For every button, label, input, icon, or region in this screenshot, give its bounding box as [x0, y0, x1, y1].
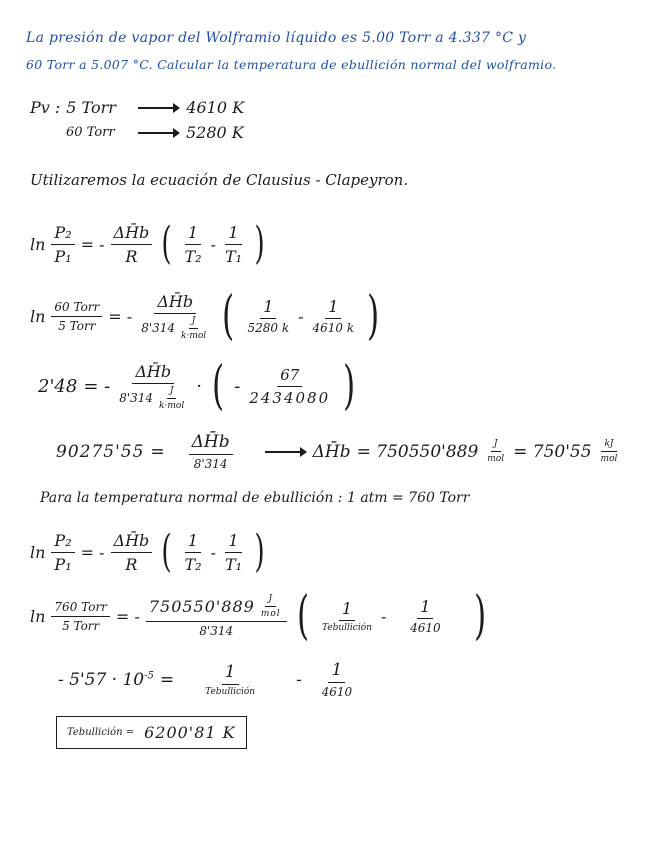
temperature-1: 4610 K: [186, 98, 245, 117]
problem-line-2: 60 Torr a 5.007 °C. Calcular la temperatura de ebullición normal del wolframio.: [26, 57, 557, 72]
equation-enthalpy-result: 90275'55 = $\frac{\Delta H̄b}{8'314}$ ΔH̄b = 750550'889 $\frac{J}{\text{mol}}$ = 750'55 $\frac{kJ}{\text{mol}}$: [56, 432, 618, 471]
equation-substituted: ln $\frac{\text{60 Torr}}{\text{5 Torr}}$ = - ΔH̄b 8'314 $\frac{J}{\text{k·mol}}$ ( $\frac{1}{5280 k}$ - $\frac{1}{4610 k}$ ): [30, 286, 380, 346]
pressure-2: 60 Torr: [66, 125, 115, 140]
equation-clausius-general: ln $\frac{\text{P₂}}{\text{P₁}}$ = - $\frac{\Delta H̄b}{R}$ ( $\frac{1}{\text{T₂}}$ - $\frac{1}{\text{T₁}}$ ): [30, 218, 265, 269]
normal-boiling-text: Para la temperatura normal de ebullición : 1 atm = 760 Torr: [40, 490, 470, 506]
answer-label: Tebullición =: [67, 727, 135, 738]
data-row-2: [66, 123, 250, 142]
method-text: Utilizaremos la ecuación de Clausius - Clapeyron.: [30, 171, 409, 189]
ln-symbol: ln: [30, 234, 46, 254]
answer-box: [56, 716, 247, 749]
problem-line-1: La presión de vapor del Wolframio líquido es 5.00 Torr a 4.337 °C y: [26, 30, 527, 46]
temperature-2: 5280 K: [186, 123, 244, 142]
answer-value: 6200'81 K: [144, 723, 236, 742]
pressure-ratio: $\frac{\text{P₂}}{\text{P₁}}$: [51, 223, 74, 266]
pv-label: Pv :: [30, 98, 61, 117]
equation-solve-t: - $5'57 \cdot 10^{-5}$ = $\frac{1}{\text{Tebullición}}$ - $\frac{1}{4610}$: [58, 660, 353, 699]
enthalpy-over-r: $\frac{\Delta H̄b}{R}$: [111, 223, 153, 266]
arrow-icon: [138, 107, 178, 109]
pressure-1: 5 Torr: [66, 98, 116, 117]
data-row-1: [30, 98, 250, 117]
arrow-icon: [138, 132, 178, 134]
arrow-icon: [265, 451, 305, 453]
equation-substituted-2: ln $\frac{\text{760 Torr}}{\text{5 Torr}}$ = - 750550'889 $\frac{J}{\text{mol}}$ 8'314 ( $\frac{1}{\text{Tebullición}}$ - $\frac{1}{4610}$ ): [30, 586, 487, 646]
equation-numeric: 2'48 = - ΔH̄b 8'314 $\frac{J}{\text{k·mol}}$ · ( - $\frac{67}{2434080}$ ): [38, 356, 356, 416]
equation-clausius-general-2: ln $\frac{\text{P₂}}{\text{P₁}}$ = - $\frac{\Delta H̄b}{R}$ ( $\frac{1}{\text{T₂}}$ - $\frac{1}{\text{T₁}}$ ): [30, 526, 265, 577]
